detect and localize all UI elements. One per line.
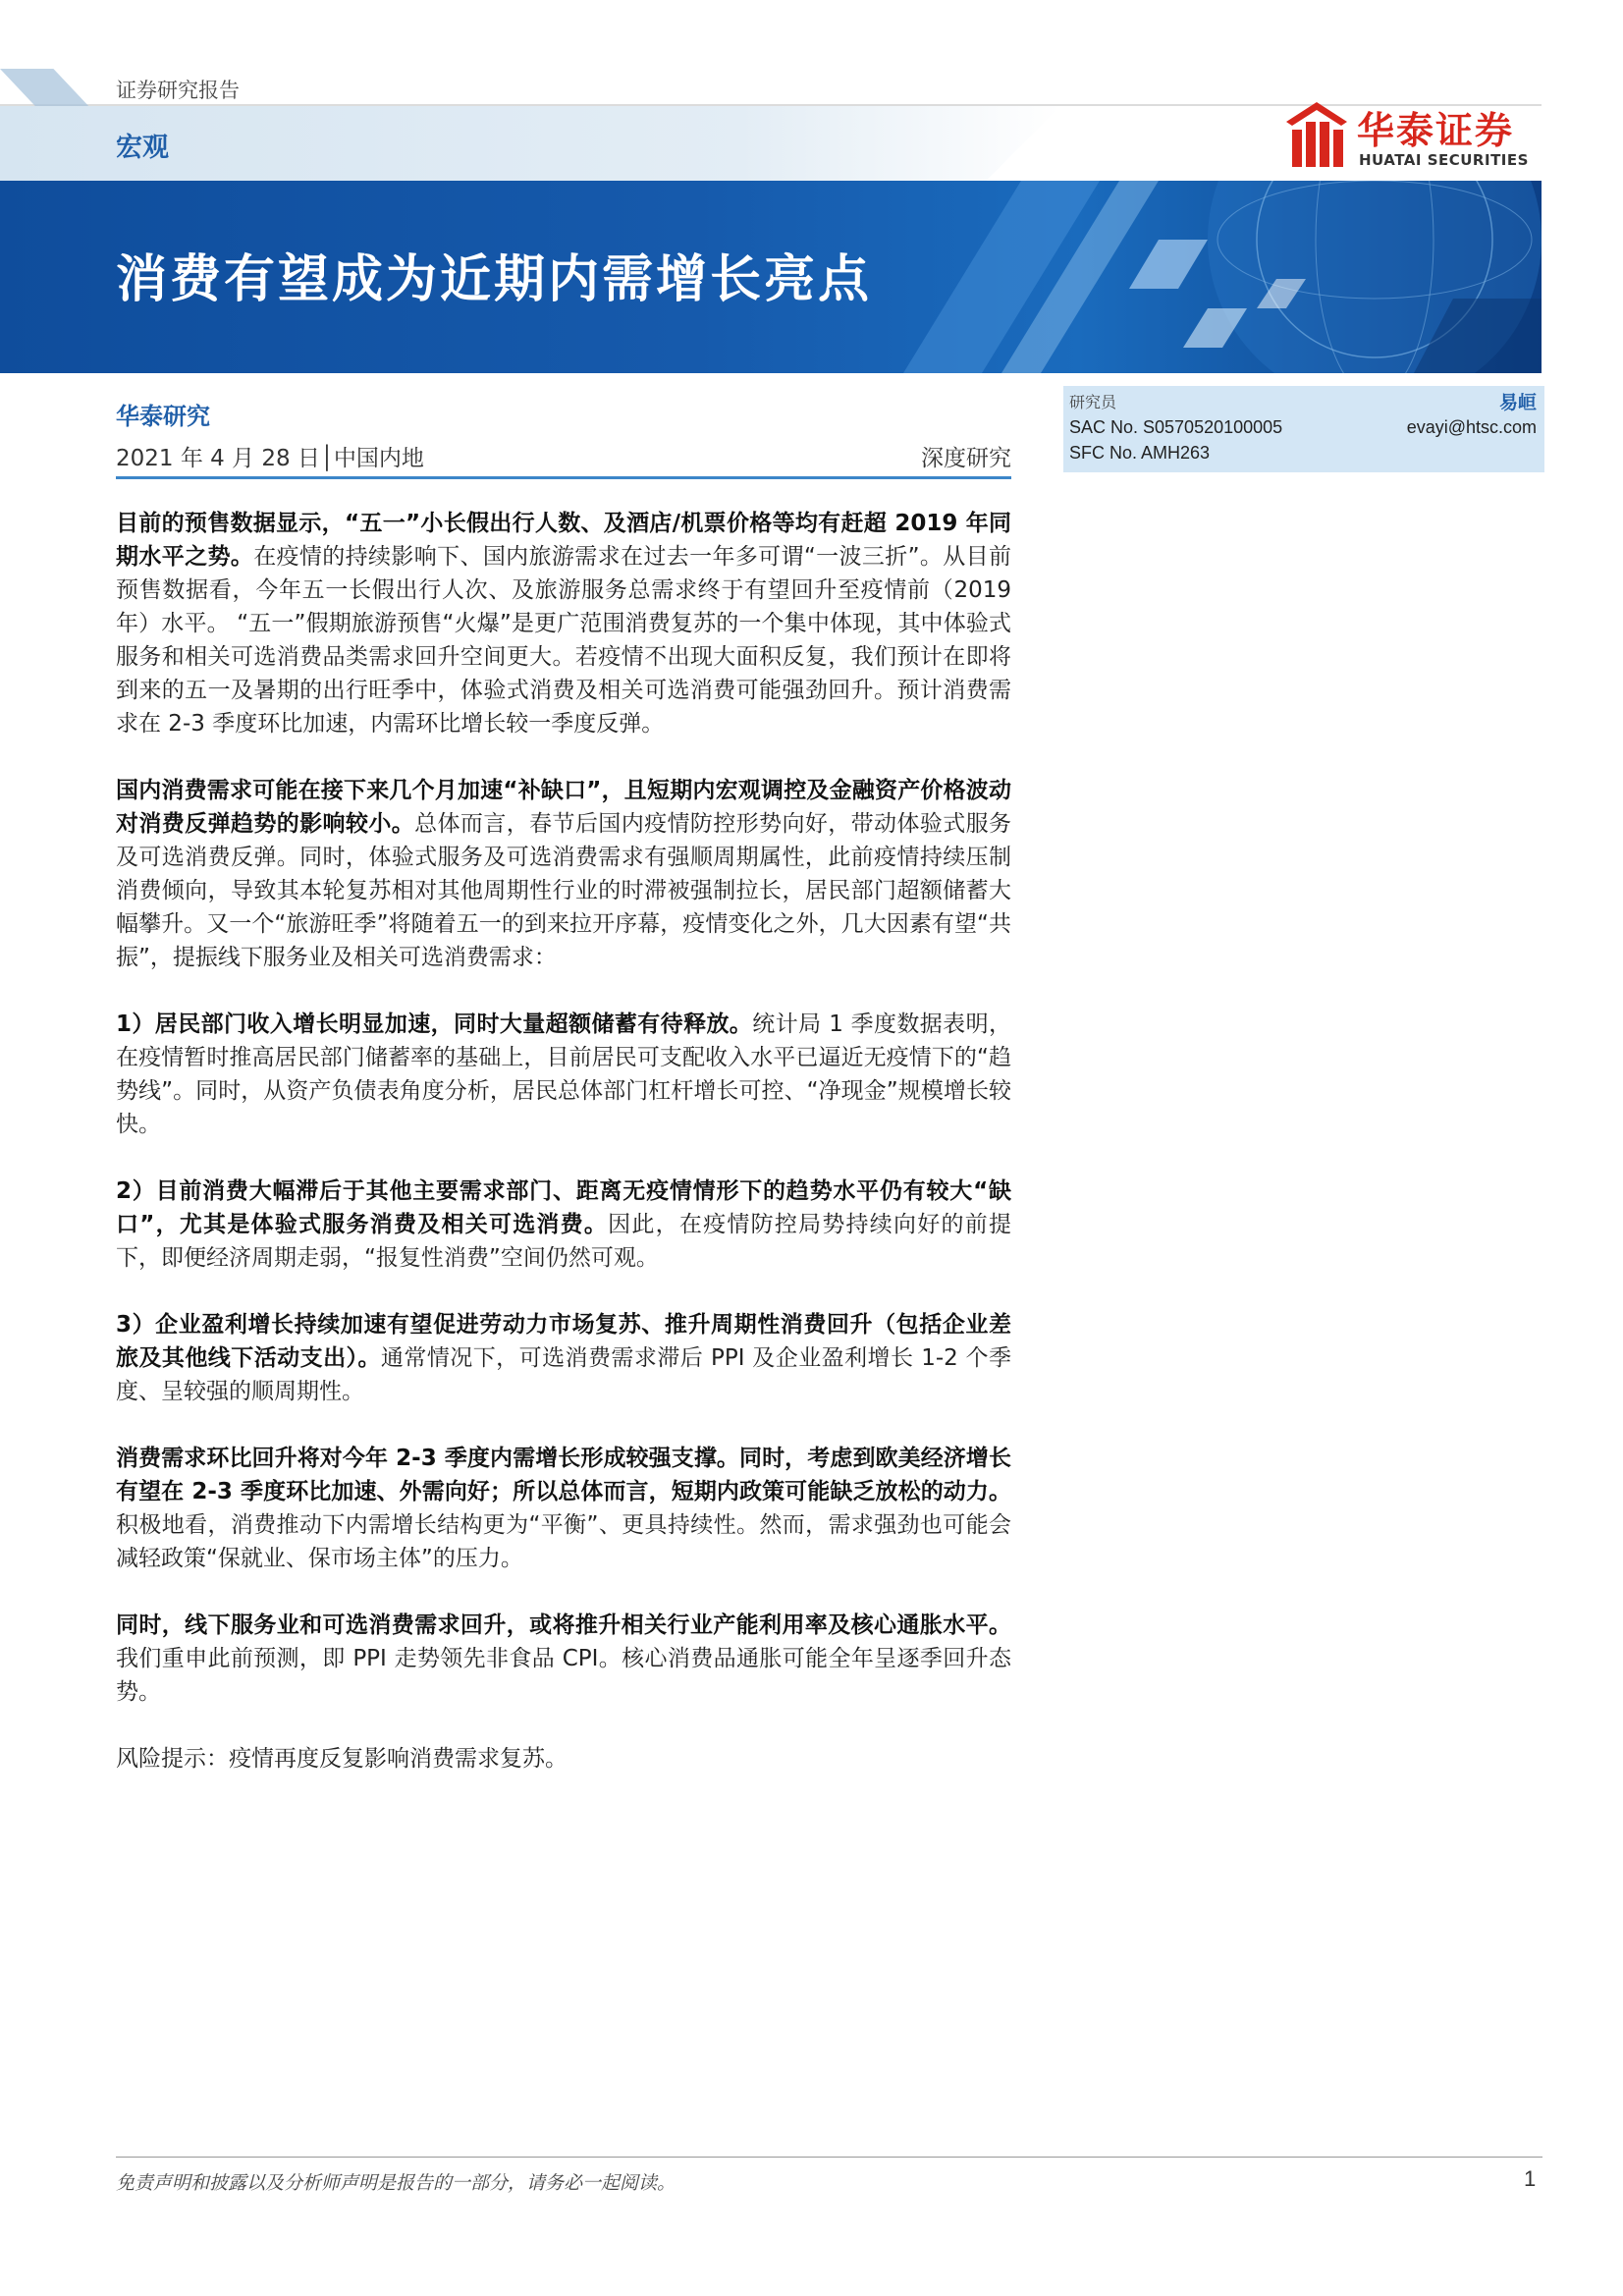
risk-warning: 风险提示：疫情再度反复影响消费需求复苏。 xyxy=(116,1746,568,1772)
analyst-role: 研究员 xyxy=(1069,393,1117,411)
paragraph-lead: 目前的预售数据显示，“五一”小长假出行人数、及酒店/机票价格等均有赶超 2019 年同期水平之势。 xyxy=(116,511,1011,570)
body-paragraph xyxy=(116,774,1011,974)
analyst-sfc-number: SFC No. AMH263 xyxy=(1069,443,1211,463)
paragraph-text: 因此，在疫情防控局势持续向好的前提下，即便经济周期走弱，“报复性消费”空间仍然可观。 xyxy=(116,1212,1011,1271)
report-title: 消费有望成为近期内需增长亮点 xyxy=(116,250,873,309)
body-paragraph xyxy=(116,1175,1011,1275)
paragraph-lead: 1）居民部门收入增长明显加速，同时大量超额储蓄有待释放。 xyxy=(116,1011,753,1037)
analyst-sac-number: SAC No. S0570520100005 xyxy=(1069,417,1283,437)
body-paragraph xyxy=(116,1008,1011,1141)
footer-divider xyxy=(116,2157,1542,2158)
body-paragraph xyxy=(116,1609,1011,1709)
meta-divider xyxy=(116,476,1011,479)
research-org: 华泰研究 xyxy=(116,403,210,430)
report-type: 深度研究 xyxy=(921,446,1011,471)
report-body xyxy=(116,507,1011,1776)
paragraph-text: 通常情况下，可选消费需求滞后 PPI 及企业盈利增长 1-2 个季度、呈较强的顺周期性。 xyxy=(116,1345,1011,1404)
meta-row xyxy=(116,440,1011,473)
paragraph-lead: 同时，线下服务业和可选消费需求回升，或将推升相关行业产能利用率及核心通胀水平。 xyxy=(116,1613,1011,1638)
analyst-name: 易峘 xyxy=(1498,392,1537,413)
title-banner xyxy=(0,181,1542,373)
logo-chinese-name: 华泰证券 xyxy=(1357,109,1515,152)
page-number: 1 xyxy=(1524,2166,1537,2191)
report-category-label: 证券研究报告 xyxy=(116,79,240,102)
report-date-region: 2021 年 4 月 28 日│中国内地 xyxy=(116,446,424,471)
analyst-box xyxy=(1063,386,1544,472)
logo-english-name: HUATAI SECURITIES xyxy=(1359,151,1529,169)
paragraph-text: 积极地看，消费推动下内需增长结构更为“平衡”、更具持续性。然而，需求强劲也可能会减轻政策“保就业、保市场主体”的压力。 xyxy=(116,1512,1011,1571)
body-paragraph xyxy=(116,1308,1011,1408)
paragraph-lead: 消费需求环比回升将对今年 2-3 季度内需增长形成较强支撑。同时，考虑到欧美经济增长有望在 2-3 季度环比加速、外需向好；所以总体而言，短期内政策可能缺乏放松的动力。 xyxy=(116,1446,1011,1504)
paragraph-text: 统计局 1 季度数据表明，在疫情暂时推高居民部门储蓄率的基础上，目前居民可支配收入水平已逼近无疫情下的“趋势线”。同时，从资产负债表角度分析，居民总体部门杠杆增长可控、“净现金”规模增长较快。 xyxy=(116,1011,1011,1137)
footer-disclaimer: 免责声明和披露以及分析师声明是报告的一部分，请务必一起阅读。 xyxy=(116,2172,676,2194)
analyst-email[interactable]: evayi@htsc.com xyxy=(1406,417,1537,437)
section-label: 宏观 xyxy=(116,133,169,163)
paragraph-lead: 3）企业盈利增长持续加速有望促进劳动力市场复苏、推升周期性消费回升（包括企业差旅及其他线下活动支出）。 xyxy=(116,1312,1011,1371)
paragraph-text: 总体而言，春节后国内疫情防控形势向好，带动体验式服务及可选消费反弹。同时，体验式服务及可选消费需求有强顺周期属性，此前疫情持续压制消费倾向，导致其本轮复苏相对其他周期性行业的时滞被强制拉长，居民部门超额储蓄大幅攀升。又一个“旅游旺季”将随着五一的到来拉开序幕，疫情变化之外，几大因素有望“共振”，提振线下服务业及相关可选消费需求： xyxy=(116,811,1012,970)
paragraph-lead: 国内消费需求可能在接下来几个月加速“补缺口”，且短期内宏观调控及金融资产价格波动对消费反弹趋势的影响较小。 xyxy=(116,778,1011,837)
paragraph-lead: 2）目前消费大幅滞后于其他主要需求部门、距离无疫情情形下的趋势水平仍有较大“缺口”，尤其是体验式服务消费及相关可选消费。 xyxy=(116,1178,1011,1237)
body-paragraph xyxy=(116,507,1011,740)
logo-mark-icon xyxy=(1286,102,1347,167)
body-paragraph xyxy=(116,1442,1011,1575)
paragraph-text: 我们重申此前预测，即 PPI 走势领先非食品 CPI。核心消费品通胀可能全年呈逐季回升态势。 xyxy=(116,1646,1011,1705)
company-logo xyxy=(1286,96,1543,177)
paragraph-text: 在疫情的持续影响下、国内旅游需求在过去一年多可谓“一波三折”。从目前预售数据看，今年五一长假出行人次、及旅游服务总需求终于有望回升至疫情前（2019 年）水平。 “五一”假期旅游预售“火爆”是更广范围消费复苏的一个集中体现，其中体验式服务和相关可选消费品类需求回升空间更大。若疫情不出现大面积反复，我们预计在即将到来的五一及暑期的出行旺季中，体验式消费及相关可选消费可能强劲回升。预计消费需求在 2-3 季度环比加速，内需环比增长较一季度反弹。 xyxy=(116,544,1011,737)
